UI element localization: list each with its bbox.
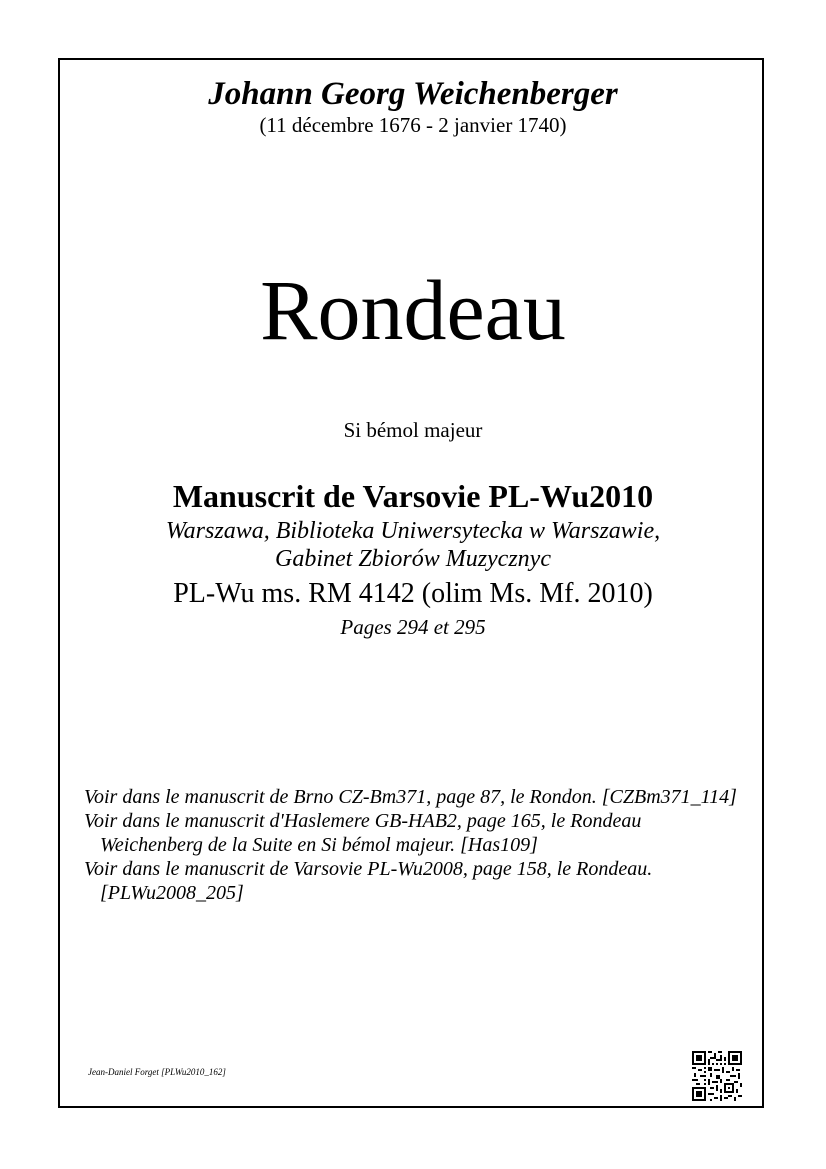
concordance-note: Voir dans le manuscrit de Varsovie PL-Wu2008, page 158, le Rondeau. [PLWu2008_205] xyxy=(84,858,653,904)
work-title: Rondeau xyxy=(260,262,566,358)
concordance-notes xyxy=(84,785,744,905)
qr-code-icon xyxy=(692,1051,742,1101)
composer-name: Johann Georg Weichenberger xyxy=(208,76,618,112)
concordance-note: Voir dans le manuscrit de Brno CZ-Bm371, page 87, le Rondon. [CZBm371_114] xyxy=(84,786,737,808)
library-name xyxy=(0,517,826,573)
editor-credit: Jean-Daniel Forget [PLWu2010_162] xyxy=(88,1067,226,1077)
library-line: Warszawa, Biblioteka Uniwersytecka w Warszawie, xyxy=(165,518,661,544)
work-key: Si bémol majeur xyxy=(343,418,483,442)
library-line: Gabinet Zbiorów Muzycznyc xyxy=(275,546,551,572)
page-reference: Pages 294 et 295 xyxy=(340,615,486,639)
concordance-note: Voir dans le manuscrit d'Haslemere GB-HAB2, page 165, le Rondeau Weichenberg de la Suite en Si bémol majeur. [Has109] xyxy=(84,810,642,856)
composer-dates: (11 décembre 1676 - 2 janvier 1740) xyxy=(259,113,567,137)
manuscript-title: Manuscrit de Varsovie PL-Wu2010 xyxy=(172,478,654,514)
shelfmark: PL-Wu ms. RM 4142 (olim Ms. Mf. 2010) xyxy=(173,578,653,609)
